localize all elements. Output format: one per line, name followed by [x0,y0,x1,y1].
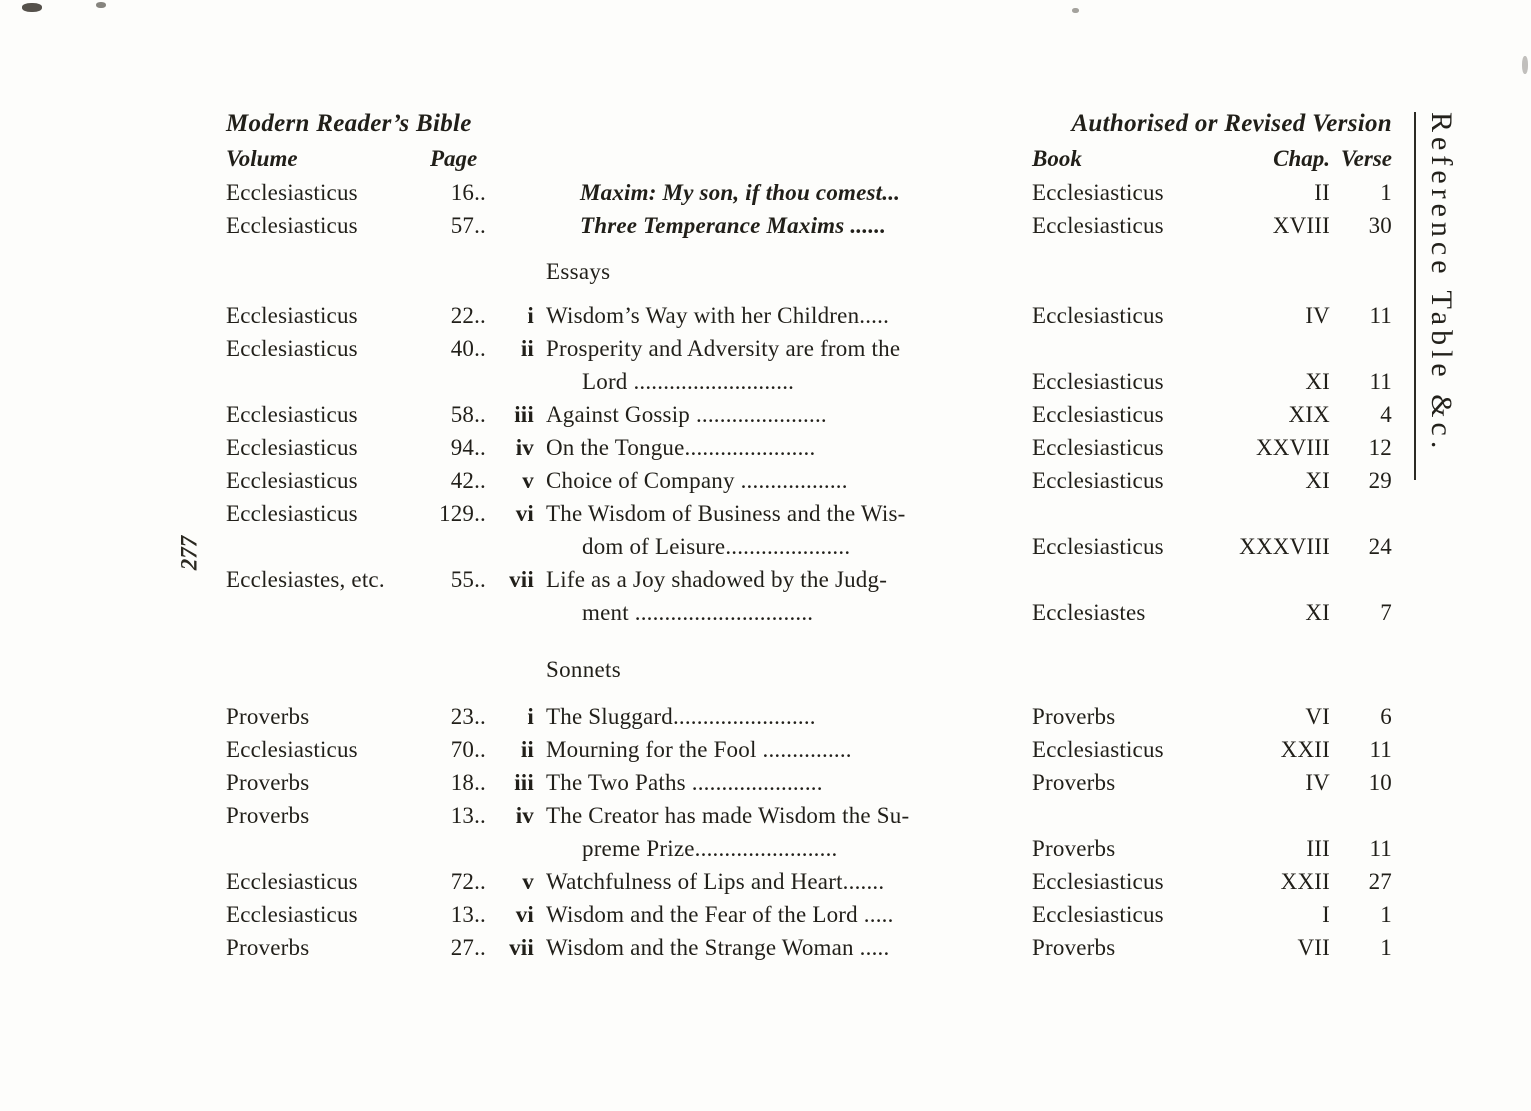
chapter-cell [1212,332,1330,365]
table-row [226,464,1392,497]
book-cell: Proverbs [1032,935,1116,960]
title-cell: Maxim: My son, if thou comest... [580,180,901,205]
volume-cell: Ecclesiasticus [226,180,358,205]
chapter-cell: XXII [1280,869,1330,894]
volume-cell [226,596,416,629]
title-cell: The Wisdom of Business and the Wis- [546,501,906,526]
chapter-cell [1212,563,1330,596]
page-cell: 40.. [450,336,486,361]
book-cell: Ecclesiasticus [1032,369,1164,394]
book-cell: Ecclesiasticus [1032,180,1164,205]
verse-cell [1330,332,1392,365]
verse-cell: 12 [1368,435,1392,460]
title-cell: Choice of Company .................. [546,468,848,493]
volume-cell: Ecclesiasticus [226,737,358,762]
table-row [226,596,1392,629]
volume-cell [226,530,416,563]
chapter-cell: XXVIII [1255,435,1330,460]
chapter-cell: XI [1305,468,1330,493]
verse-cell: 11 [1369,737,1392,762]
chapter-cell: I [1322,902,1330,927]
title-cell: Wisdom and the Fear of the Lord ..... [546,902,894,927]
verse-cell [1330,563,1392,596]
chapter-column-label: Chap. [1273,146,1330,171]
index-cell: iv [515,803,534,828]
page-cell: 55.. [450,567,486,592]
book-cell: Ecclesiasticus [1032,468,1164,493]
book-cell: Ecclesiasticus [1032,902,1164,927]
table-row [226,832,1392,865]
section-heading: Essays [546,259,611,284]
page-cell: 58.. [450,402,486,427]
page-cell: 22.. [450,303,486,328]
book-cell: Ecclesiasticus [1032,402,1164,427]
verse-cell: 29 [1368,468,1392,493]
book-cell [1032,332,1212,365]
index-cell [486,365,534,398]
index-cell: i [527,704,534,729]
title-cell: The Sluggard........................ [546,704,816,729]
volume-cell: Ecclesiasticus [226,902,358,927]
scan-speck [96,2,106,8]
verse-cell: 6 [1380,704,1392,729]
left-edition-title: Modern Reader’s Bible [226,110,472,137]
page-cell: 72.. [450,869,486,894]
table-row [226,431,1392,464]
page-cell: 129.. [439,501,486,526]
verse-cell: 7 [1380,600,1392,625]
chapter-cell: VII [1297,935,1330,960]
book-cell: Ecclesiasticus [1032,435,1164,460]
table-row [226,530,1392,563]
volume-cell: Ecclesiasticus [226,501,358,526]
table-row [226,700,1392,733]
page-number: 277 [176,535,202,571]
volume-cell: Ecclesiasticus [226,402,358,427]
verse-cell: 1 [1380,180,1392,205]
table-row [226,209,1392,242]
margin-rule [1414,112,1416,480]
index-cell [486,832,534,865]
page-cell: 42.. [450,468,486,493]
scan-speck [1522,56,1528,74]
index-cell: vii [509,935,534,960]
chapter-cell: XIX [1288,402,1330,427]
title-cell: Prosperity and Adversity are from the [546,336,901,361]
book-cell [1032,497,1212,530]
page-cell: 27.. [450,935,486,960]
book-cell: Ecclesiasticus [1032,534,1164,559]
page-cell [416,365,486,398]
page-cell: 16.. [450,180,486,205]
table-column-labels [226,142,1392,176]
reference-table [226,176,1392,964]
verse-cell: 11 [1369,836,1392,861]
book-cell: Ecclesiasticus [1032,213,1164,238]
volume-cell: Ecclesiasticus [226,468,358,493]
page-column-label: Page [430,146,478,171]
book-cell [1032,563,1212,596]
page-cell: 13.. [450,803,486,828]
title-cell: Three Temperance Maxims ...... [580,213,887,238]
title-cell: Wisdom’s Way with her Children..... [546,303,890,328]
table-row [226,931,1392,964]
index-cell [486,530,534,563]
title-cell: Against Gossip ...................... [546,402,827,427]
title-continuation-cell: ment .............................. [582,600,814,625]
scan-speck [1072,8,1079,13]
verse-cell: 4 [1380,402,1392,427]
title-cell: The Two Paths ...................... [546,770,823,795]
table-row [226,898,1392,931]
title-cell: Mourning for the Fool ............... [546,737,852,762]
book-cell: Ecclesiasticus [1032,303,1164,328]
volume-cell: Ecclesiasticus [226,303,358,328]
chapter-cell: III [1306,836,1330,861]
page-cell: 70.. [450,737,486,762]
index-cell: iii [514,402,534,427]
table-row [226,497,1392,530]
section-heading: Sonnets [546,657,621,682]
book-cell [1032,799,1212,832]
index-cell [486,596,534,629]
page-cell: 23.. [450,704,486,729]
verse-cell: 10 [1368,770,1392,795]
index-cell: vi [515,902,534,927]
book-cell: Ecclesiasticus [1032,869,1164,894]
reference-table-area [226,106,1392,964]
page-cell: 18.. [450,770,486,795]
chapter-cell: IV [1305,770,1330,795]
chapter-cell: XVIII [1272,213,1330,238]
verse-cell: 1 [1380,902,1392,927]
volume-cell: Ecclesiastes, etc. [226,567,385,592]
book-cell: Ecclesiastes [1032,600,1146,625]
title-continuation-cell: preme Prize........................ [582,836,838,861]
table-row [226,365,1392,398]
page-cell: 13.. [450,902,486,927]
chapter-cell [1212,497,1330,530]
title-cell: Life as a Joy shadowed by the Judg- [546,567,888,592]
verse-cell [1330,799,1392,832]
page-cell [416,832,486,865]
index-cell: iv [515,435,534,460]
book-cell: Proverbs [1032,770,1116,795]
page-cell [416,530,486,563]
volume-cell: Ecclesiasticus [226,435,358,460]
index-cell: v [522,468,534,493]
volume-cell: Ecclesiasticus [226,336,358,361]
page-cell: 57.. [450,213,486,238]
volume-cell [226,832,416,865]
chapter-cell: XXXVIII [1239,534,1330,559]
table-row [226,766,1392,799]
volume-cell: Proverbs [226,935,310,960]
index-cell: ii [520,737,534,762]
book-cell: Proverbs [1032,704,1116,729]
title-cell: The Creator has made Wisdom the Su- [546,803,910,828]
title-continuation-cell: dom of Leisure..................... [582,534,851,559]
index-cell: ii [520,336,534,361]
chapter-cell [1212,799,1330,832]
chapter-cell: XI [1305,600,1330,625]
table-row [226,733,1392,766]
chapter-cell: XI [1305,369,1330,394]
title-cell: Wisdom and the Strange Woman ..... [546,935,890,960]
index-cell [486,176,534,209]
volume-cell: Ecclesiasticus [226,213,358,238]
page-cell [416,596,486,629]
index-cell: vi [515,501,534,526]
verse-cell: 27 [1368,869,1392,894]
verse-cell: 1 [1380,935,1392,960]
volume-cell: Proverbs [226,803,310,828]
chapter-cell: II [1314,180,1330,205]
verse-cell: 24 [1368,534,1392,559]
title-cell: Watchfulness of Lips and Heart....... [546,869,885,894]
table-header-titles [226,106,1392,142]
table-row [226,799,1392,832]
title-cell: On the Tongue...................... [546,435,816,460]
index-cell: vii [509,567,534,592]
index-cell: iii [514,770,534,795]
volume-column-label: Volume [226,146,298,171]
verse-column-label: Verse [1340,146,1392,171]
title-continuation-cell: Lord ........................... [582,369,795,394]
running-side-title: Reference Table &c. [1425,112,1458,454]
volume-cell [226,365,416,398]
book-cell: Ecclesiasticus [1032,737,1164,762]
index-cell: i [527,303,534,328]
volume-cell: Proverbs [226,770,310,795]
index-cell: v [522,869,534,894]
chapter-cell: VI [1305,704,1330,729]
right-edition-title: Authorised or Revised Version [1071,110,1392,137]
verse-cell [1330,497,1392,530]
volume-cell: Proverbs [226,704,310,729]
chapter-cell: IV [1305,303,1330,328]
scan-speck [22,3,42,12]
table-row [226,332,1392,365]
table-row [226,563,1392,596]
table-row [226,176,1392,209]
index-cell [486,209,534,242]
header-spacer [486,142,1002,176]
page-cell: 94.. [450,435,486,460]
chapter-cell: XXII [1280,737,1330,762]
table-row [226,865,1392,898]
verse-cell: 30 [1368,213,1392,238]
table-row [226,398,1392,431]
book-cell: Proverbs [1032,836,1116,861]
book-column-label: Book [1032,146,1082,171]
verse-cell: 11 [1369,303,1392,328]
table-row [226,299,1392,332]
volume-cell: Ecclesiasticus [226,869,358,894]
verse-cell: 11 [1369,369,1392,394]
